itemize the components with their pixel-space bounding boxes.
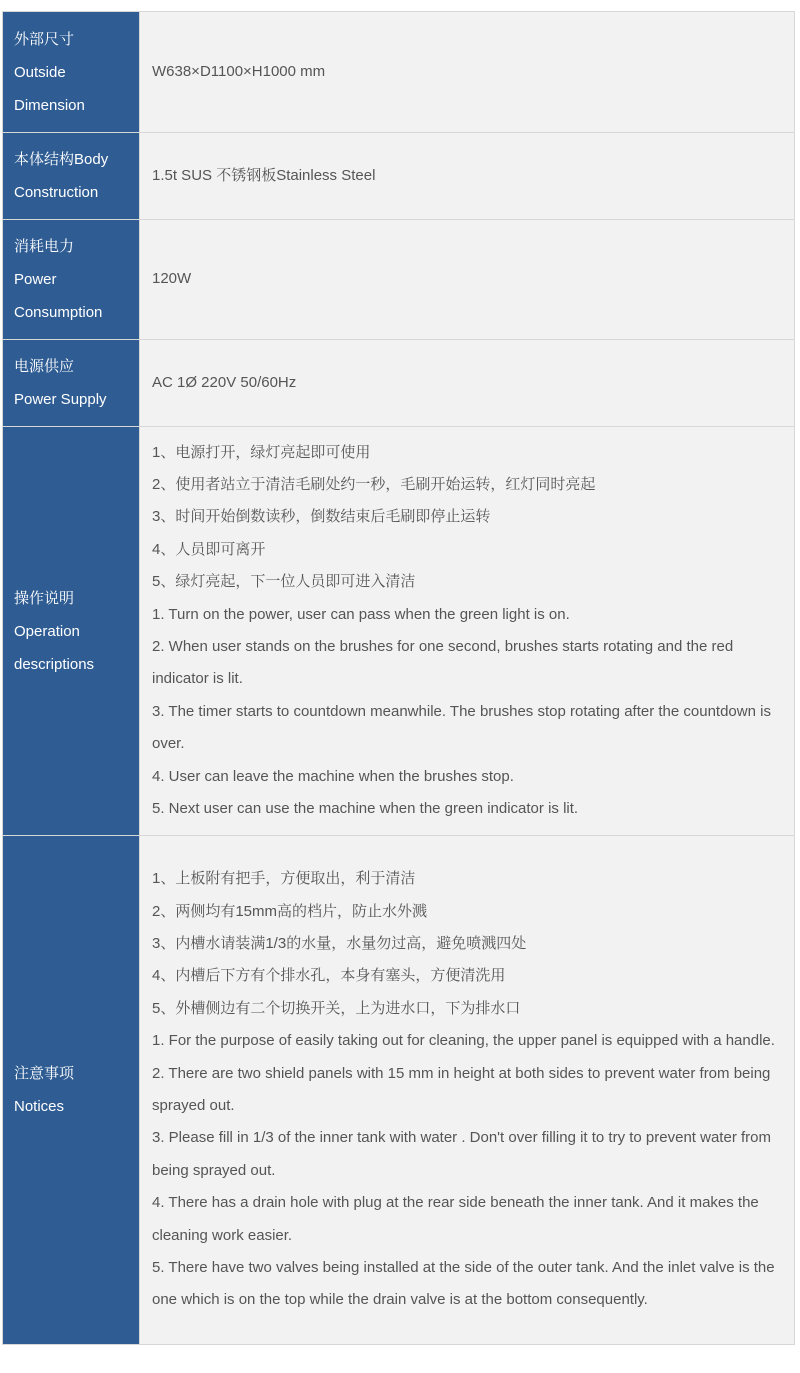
row-value bbox=[140, 836, 795, 1345]
label-line: 消耗电力 bbox=[14, 238, 75, 255]
value-line: 4. There has a drain hole with plug at the rear side beneath the inner tank. And it makes the cleaning work easier. bbox=[152, 1194, 759, 1244]
value-line: 5、绿灯亮起，下一位人员即可进入清洁 bbox=[152, 573, 416, 591]
spec-row-operation-descriptions bbox=[3, 427, 795, 836]
value-line: 3. Please fill in 1/3 of the inner tank with water . Don't over filling it to try to prevent water from being sprayed out. bbox=[152, 1129, 771, 1179]
row-value bbox=[140, 133, 795, 220]
label-line: Outside bbox=[14, 63, 66, 81]
row-label bbox=[3, 427, 140, 836]
label-line: Power bbox=[14, 271, 57, 288]
value-line: 2. There are two shield panels with 15 mm in height at both sides to prevent water from being sprayed out. bbox=[152, 1064, 771, 1114]
label-line: Operation bbox=[14, 622, 80, 640]
label-line: Dimension bbox=[14, 96, 85, 114]
spec-row-notices bbox=[3, 836, 795, 1345]
value-line: 4、内槽后下方有个排水孔，本身有塞头，方便清洗用 bbox=[152, 967, 506, 985]
label-line: Power Supply bbox=[14, 391, 107, 408]
value-line: 4、人员即可离开 bbox=[152, 540, 266, 558]
value-line: 1. Turn on the power, user can pass when the green light is on. bbox=[152, 605, 570, 623]
row-value bbox=[140, 340, 795, 427]
label-line: 注意事项 bbox=[14, 1065, 75, 1082]
row-value bbox=[140, 427, 795, 836]
label-line: 操作说明 bbox=[14, 589, 75, 607]
value-line: 4. User can leave the machine when the brushes stop. bbox=[152, 767, 514, 785]
value-line: 3、内槽水请装满1/3的水量，水量勿过高，避免喷溅四处 bbox=[152, 934, 527, 952]
label-line: 电源供应 bbox=[14, 358, 75, 375]
label-line: 本体结构Body bbox=[14, 151, 109, 168]
value-line: 5. Next user can use the machine when the green indicator is lit. bbox=[152, 800, 579, 818]
label-line: 外部尺寸 bbox=[14, 30, 75, 48]
value-line: W638×D1100×H1000 mm bbox=[152, 62, 326, 80]
value-line: 2、使用者站立于清洁毛刷处约一秒，毛刷开始运转，红灯同时亮起 bbox=[152, 475, 596, 493]
spec-row-outside-dimension bbox=[3, 12, 795, 133]
label-line: descriptions bbox=[14, 655, 95, 673]
label-line: Notices bbox=[14, 1098, 65, 1115]
value-line: 2、两侧均有15mm高的档片，防止水外溅 bbox=[152, 902, 428, 920]
value-line: 5. There have two valves being installed at the side of the outer tank. And the inlet valve is the one which is on the top while the drain valve is at the bottom consequently. bbox=[152, 1259, 775, 1309]
value-line: 1. For the purpose of easily taking out for cleaning, the upper panel is equipped with a handle. bbox=[152, 1032, 775, 1050]
value-line: 2. When user stands on the brushes for one second, brushes starts rotating and the red indicator is lit. bbox=[152, 638, 734, 688]
value-line: 1、电源打开，绿灯亮起即可使用 bbox=[152, 443, 371, 461]
label-line: Construction bbox=[14, 184, 99, 201]
value-line: 5、外槽侧边有二个切换开关，上为进水口，下为排水口 bbox=[152, 999, 521, 1017]
value-line: 3、时间开始倒数读秒，倒数结束后毛刷即停止运转 bbox=[152, 508, 491, 526]
row-label bbox=[3, 340, 140, 427]
value-line: AC 1Ø 220V 50/60Hz bbox=[152, 373, 297, 391]
row-value bbox=[140, 220, 795, 340]
spec-row-power-supply bbox=[3, 340, 795, 427]
label-line: Consumption bbox=[14, 304, 103, 321]
spec-table bbox=[2, 11, 795, 1345]
row-value bbox=[140, 12, 795, 133]
value-line: 3. The timer starts to countdown meanwhile. The brushes stop rotating after the countdown is over. bbox=[152, 702, 771, 753]
row-label bbox=[3, 220, 140, 340]
value-line: 1、上板附有把手，方便取出，利于清洁 bbox=[152, 870, 416, 888]
value-line: 1.5t SUS 不锈钢板Stainless Steel bbox=[152, 166, 376, 184]
row-label bbox=[3, 133, 140, 220]
value-line: 120W bbox=[152, 270, 192, 288]
spec-row-power-consumption bbox=[3, 220, 795, 340]
spec-row-body-construction bbox=[3, 133, 795, 220]
row-label bbox=[3, 12, 140, 133]
row-label bbox=[3, 836, 140, 1345]
